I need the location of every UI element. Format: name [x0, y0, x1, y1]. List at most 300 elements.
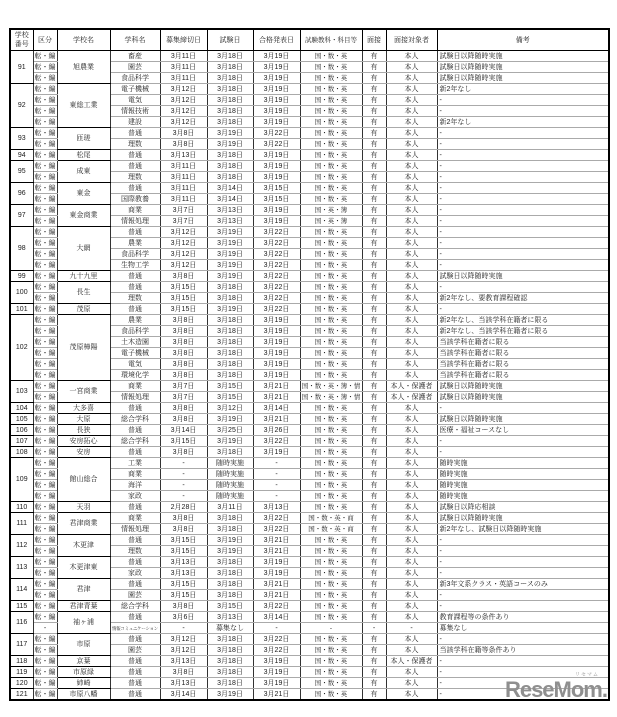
interview-target-cell: 本人 — [386, 271, 437, 282]
department-cell: 普通 — [110, 227, 160, 238]
result-date-cell: 3月22日 — [253, 293, 300, 304]
result-date-cell: 3月22日 — [253, 128, 300, 139]
deadline-cell: 3月8日 — [160, 601, 207, 612]
deadline-cell: 3月13日 — [160, 656, 207, 667]
exam-date-cell: 3月18日 — [207, 326, 253, 337]
deadline-cell: 3月8日 — [160, 359, 207, 370]
department-cell: 情報処理 — [110, 216, 160, 227]
interview-target-cell: 本人 — [386, 491, 437, 502]
interview-target-cell: 本人 — [386, 117, 437, 128]
interview-cell: 有 — [362, 469, 386, 480]
result-date-cell: 3月19日 — [253, 370, 300, 381]
remarks-cell: - — [437, 238, 609, 249]
department-cell: 電子機械 — [110, 348, 160, 359]
school-name-cell: 九十九里 — [57, 271, 110, 282]
category-cell: 転・編 — [34, 613, 56, 621]
exam-date-cell: 3月18日 — [207, 579, 253, 590]
category-cell: 転・編 — [34, 118, 56, 126]
subjects-cell: 国・数・英・商 — [300, 524, 362, 535]
interview-target-cell: 本人 — [386, 216, 437, 227]
interview-cell: - — [362, 623, 386, 634]
interview-target-cell: 本人・保護者 — [386, 392, 437, 403]
category-cell: 転・編 — [34, 470, 56, 478]
result-date-cell: 3月19日 — [253, 678, 300, 689]
transfer-admission-table — [9, 28, 610, 701]
interview-target-cell: 本人 — [386, 414, 437, 425]
subjects-cell: 国・数・英 — [300, 403, 362, 414]
result-date-cell: 3月21日 — [253, 579, 300, 590]
remarks-cell: - — [437, 183, 609, 194]
interview-cell: 有 — [362, 84, 386, 95]
result-date-cell: 3月19日 — [253, 337, 300, 348]
table-row — [10, 458, 609, 469]
result-date-cell: 3月22日 — [253, 227, 300, 238]
result-date-cell: - — [253, 623, 300, 634]
deadline-cell: 3月14日 — [160, 425, 207, 436]
subjects-cell: 国・数・英・簿・情 — [301, 393, 361, 401]
deadline-cell: 3月7日 — [160, 205, 207, 216]
category-cell: 転・編 — [34, 591, 56, 599]
remarks-cell: 新2年なし — [437, 117, 609, 128]
remarks-cell: - — [437, 95, 609, 106]
department-cell: 普通 — [110, 689, 160, 701]
subjects-cell: 国・数・英 — [300, 172, 362, 183]
table-row — [10, 403, 609, 414]
category-cell: 転・編 — [34, 514, 56, 522]
department-cell: 国際教養 — [110, 194, 160, 205]
deadline-cell: 3月13日 — [160, 150, 207, 161]
school-no-cell: 114 — [10, 579, 33, 601]
category-cell: 転・編 — [34, 305, 56, 313]
interview-cell: 有 — [362, 260, 386, 271]
result-date-cell: 3月19日 — [253, 84, 300, 95]
header-interview-target: 面接対象者 — [386, 29, 437, 51]
deadline-cell: 3月8日 — [160, 403, 207, 414]
table-row — [10, 513, 609, 524]
deadline-cell: 3月15日 — [160, 304, 207, 315]
header-result-date: 合格発表日 — [253, 29, 300, 51]
school-no-cell: 92 — [10, 84, 33, 128]
result-date-cell: 3月19日 — [253, 117, 300, 128]
remarks-cell: - — [437, 106, 609, 117]
interview-target-cell: 本人 — [386, 161, 437, 172]
deadline-cell: 3月12日 — [160, 95, 207, 106]
interview-cell: 有 — [362, 458, 386, 469]
school-no-cell: 121 — [10, 689, 33, 701]
category-cell: 転・編 — [34, 239, 56, 247]
school-name-cell: 木更津 — [57, 535, 110, 557]
table-row — [10, 205, 609, 216]
department-cell: 普通 — [110, 634, 160, 645]
subjects-cell: 国・数・英 — [300, 612, 362, 623]
subjects-cell: 国・数・英 — [300, 436, 362, 447]
result-date-cell: 3月22日 — [253, 601, 300, 612]
school-name-cell: 木更津東 — [57, 557, 110, 579]
category-cell: - — [33, 623, 57, 634]
exam-date-cell: 3月11日 — [207, 502, 253, 513]
result-date-cell: 3月21日 — [253, 590, 300, 601]
remarks-cell: 試験日以降随時実施 — [437, 73, 609, 84]
exam-date-cell: 3月19日 — [207, 304, 253, 315]
header-school-no: 学校番号 — [10, 29, 33, 51]
subjects-cell: 国・数・英 — [300, 304, 362, 315]
table-row — [10, 51, 609, 62]
remarks-cell: - — [437, 436, 609, 447]
remarks-cell: - — [437, 689, 609, 701]
interview-cell: 有 — [362, 491, 386, 502]
category-cell: 転・編 — [34, 349, 56, 357]
school-name-cell: 茂原 — [57, 304, 110, 315]
exam-date-cell: 3月19日 — [207, 249, 253, 260]
category-cell: 転・編 — [34, 206, 56, 214]
remarks-cell: - — [437, 216, 609, 227]
category-cell: 転・編 — [34, 195, 56, 203]
deadline-cell: 3月8日 — [160, 414, 207, 425]
interview-target-cell: 本人 — [386, 579, 437, 590]
result-date-cell: 3月21日 — [253, 414, 300, 425]
exam-date-cell: 3月19日 — [207, 546, 253, 557]
resemom-logo-text: ReseMom. — [504, 677, 607, 702]
interview-target-cell: 本人 — [386, 634, 437, 645]
subjects-cell: 国・数・英 — [300, 326, 362, 337]
interview-cell: 有 — [362, 601, 386, 612]
interview-target-cell: 本人 — [386, 513, 437, 524]
interview-target-cell: 本人 — [386, 84, 437, 95]
category-cell: 転・編 — [34, 459, 56, 467]
exam-date-cell: 3月18日 — [207, 172, 253, 183]
result-date-cell: 3月19日 — [253, 106, 300, 117]
subjects-cell: 国・数・英 — [300, 84, 362, 95]
interview-target-cell: 本人 — [386, 502, 437, 513]
deadline-cell: 3月12日 — [160, 645, 207, 656]
interview-cell: 有 — [362, 216, 386, 227]
interview-cell: 有 — [362, 535, 386, 546]
department-cell: 園芸 — [110, 62, 160, 73]
remarks-cell: 試験日以降随時実施 — [437, 271, 609, 282]
department-cell: 普通 — [110, 557, 160, 568]
result-date-cell: 3月14日 — [253, 612, 300, 623]
subjects-cell: 国・英・簿 — [300, 205, 362, 216]
category-cell: 転・編 — [34, 371, 56, 379]
result-date-cell: 3月22日 — [253, 271, 300, 282]
exam-date-cell: 3月19日 — [207, 139, 253, 150]
deadline-cell: 3月12日 — [160, 249, 207, 260]
subjects-cell: 国・数・英 — [300, 678, 362, 689]
category-cell: 転・編 — [34, 283, 56, 291]
category-cell: 転・編 — [34, 63, 56, 71]
remarks-cell: - — [437, 546, 609, 557]
interview-target-cell: 本人 — [386, 293, 437, 304]
remarks-cell: 当該学科在籍等条件あり — [437, 645, 609, 656]
table-row — [10, 271, 609, 282]
category-cell: 転・編 — [34, 162, 56, 170]
category-cell: 転・編 — [34, 327, 56, 335]
subjects-cell: 国・数・英 — [300, 293, 362, 304]
remarks-cell: - — [437, 260, 609, 271]
interview-cell: 有 — [362, 73, 386, 84]
table-row — [10, 304, 609, 315]
subjects-cell: 国・数・英 — [300, 359, 362, 370]
school-name-cell: 匝瑳 — [57, 128, 110, 150]
interview-cell: 有 — [362, 414, 386, 425]
interview-target-cell: 本人 — [386, 436, 437, 447]
result-date-cell: 3月22日 — [253, 513, 300, 524]
remarks-cell: 当該学科在籍者に限る — [437, 359, 609, 370]
deadline-cell: 3月11日 — [160, 161, 207, 172]
deadline-cell: 3月14日 — [160, 689, 207, 701]
department-cell: 普通 — [110, 667, 160, 678]
department-cell: 商業 — [110, 381, 160, 392]
exam-date-cell: 3月18日 — [207, 106, 253, 117]
deadline-cell: 3月8日 — [160, 447, 207, 458]
school-name-cell: 東金 — [57, 183, 110, 205]
remarks-cell: - — [437, 128, 609, 139]
remarks-cell: - — [437, 304, 609, 315]
deadline-cell: 3月7日 — [160, 392, 207, 403]
category-cell: 転・編 — [34, 569, 56, 577]
school-no-cell: 116 — [10, 612, 33, 634]
remarks-cell: - — [437, 557, 609, 568]
deadline-cell: 3月8日 — [160, 271, 207, 282]
exam-date-cell: 3月19日 — [207, 414, 253, 425]
interview-target-cell: 本人 — [386, 667, 437, 678]
exam-date-cell: 3月15日 — [207, 601, 253, 612]
exam-date-cell: 3月18日 — [207, 348, 253, 359]
deadline-cell: 3月13日 — [160, 568, 207, 579]
subjects-cell: 国・数・英 — [300, 51, 362, 62]
department-cell: 理数 — [110, 172, 160, 183]
exam-date-cell: 3月18日 — [207, 62, 253, 73]
school-no-cell: 107 — [10, 436, 33, 447]
deadline-cell: 3月12日 — [160, 238, 207, 249]
exam-date-cell: 3月19日 — [207, 128, 253, 139]
department-cell: 総合学科 — [110, 601, 160, 612]
exam-date-cell: 3月18日 — [207, 524, 253, 535]
department-cell: 普通 — [110, 656, 160, 667]
category-cell: 転・編 — [34, 173, 56, 181]
school-no-cell: 105 — [10, 414, 33, 425]
interview-cell: 有 — [362, 403, 386, 414]
result-date-cell: 3月26日 — [253, 425, 300, 436]
department-cell: 普通 — [110, 183, 160, 194]
school-no-cell: 113 — [10, 557, 33, 579]
department-cell: 普通 — [110, 579, 160, 590]
interview-target-cell: 本人 — [386, 678, 437, 689]
school-no-cell: 106 — [10, 425, 33, 436]
category-cell: 転・編 — [34, 129, 56, 137]
exam-date-cell: 3月18日 — [207, 161, 253, 172]
school-no-cell: 115 — [10, 601, 33, 612]
category-cell: 転・編 — [34, 668, 56, 676]
exam-date-cell: 3月18日 — [207, 447, 253, 458]
deadline-cell: 3月15日 — [160, 293, 207, 304]
interview-cell: 有 — [362, 667, 386, 678]
interview-cell: 有 — [362, 524, 386, 535]
school-no-cell: 118 — [10, 656, 33, 667]
result-date-cell: - — [253, 458, 300, 469]
department-cell: 環境化学 — [110, 370, 160, 381]
subjects-cell: 国・数・英・商 — [300, 513, 362, 524]
deadline-cell: 3月6日 — [160, 612, 207, 623]
interview-cell: 有 — [362, 238, 386, 249]
interview-cell: 有 — [362, 315, 386, 326]
table-header-row — [10, 29, 609, 51]
deadline-cell: 3月12日 — [160, 117, 207, 128]
interview-cell: 有 — [362, 249, 386, 260]
department-cell: 情報技術 — [110, 106, 160, 117]
department-cell: 商業 — [110, 513, 160, 524]
interview-cell: 有 — [362, 392, 386, 403]
school-no-cell: 117 — [10, 634, 33, 656]
result-date-cell: 3月19日 — [253, 568, 300, 579]
subjects-cell: 国・数・英 — [300, 447, 362, 458]
category-cell: 転・編 — [34, 580, 56, 588]
department-cell: 園芸 — [110, 645, 160, 656]
result-date-cell: - — [253, 480, 300, 491]
remarks-cell: 教育課程等の条件あり — [437, 612, 609, 623]
remarks-cell: 随時実施 — [437, 469, 609, 480]
table-row — [10, 150, 609, 161]
exam-date-cell: 3月18日 — [207, 73, 253, 84]
remarks-cell: - — [437, 172, 609, 183]
subjects-cell: 国・数・英 — [300, 590, 362, 601]
department-cell: 普通 — [110, 128, 160, 139]
deadline-cell: 3月7日 — [160, 381, 207, 392]
remarks-cell: 随時実施 — [437, 491, 609, 502]
deadline-cell: 3月11日 — [160, 172, 207, 183]
exam-date-cell: 3月18日 — [207, 370, 253, 381]
category-cell: 転・編 — [34, 536, 56, 544]
school-no-cell: 94 — [10, 150, 33, 161]
category-cell: 転・編 — [34, 525, 56, 533]
interview-cell: 有 — [362, 183, 386, 194]
school-no-cell: 120 — [10, 678, 33, 689]
school-name-cell: 旭農業 — [57, 51, 110, 84]
category-cell: 転・編 — [34, 404, 56, 412]
subjects-cell: 国・数・英 — [300, 62, 362, 73]
table-row — [10, 502, 609, 513]
deadline-cell: - — [160, 623, 207, 634]
subjects-cell: 国・数・英 — [300, 689, 362, 701]
interview-cell: 有 — [362, 689, 386, 701]
remarks-cell: - — [437, 139, 609, 150]
table-row — [10, 84, 609, 95]
exam-date-cell: 3月15日 — [207, 392, 253, 403]
department-cell: 普通 — [110, 612, 160, 623]
result-date-cell: 3月22日 — [253, 304, 300, 315]
exam-date-cell: 随時実施 — [207, 469, 253, 480]
school-name-cell: 姉崎 — [57, 678, 110, 689]
remarks-cell: 試験日以降随時実施 — [437, 62, 609, 73]
department-cell: 建設 — [110, 117, 160, 128]
school-no-cell: 100 — [10, 282, 33, 304]
school-name-cell: 長生 — [57, 282, 110, 304]
department-cell: 園芸 — [110, 590, 160, 601]
interview-target-cell: 本人 — [386, 62, 437, 73]
remarks-cell: 新2年なし、当該学科在籍者に限る — [437, 315, 609, 326]
result-date-cell: 3月15日 — [253, 194, 300, 205]
department-cell: 理数 — [110, 546, 160, 557]
exam-date-cell: 3月15日 — [207, 381, 253, 392]
exam-date-cell: 3月18日 — [207, 315, 253, 326]
exam-date-cell: 3月18日 — [207, 117, 253, 128]
subjects-cell: - — [300, 623, 362, 634]
remarks-cell: - — [437, 656, 609, 667]
department-cell: 情報処理 — [110, 392, 160, 403]
header-school-name: 学校名 — [57, 29, 110, 51]
result-date-cell: 3月22日 — [253, 238, 300, 249]
category-cell: 転・編 — [34, 492, 56, 500]
department-cell: 普通 — [110, 403, 160, 414]
result-date-cell: 3月19日 — [253, 216, 300, 227]
subjects-cell: 国・数・英 — [300, 139, 362, 150]
result-date-cell: 3月19日 — [253, 326, 300, 337]
deadline-cell: - — [160, 480, 207, 491]
subjects-cell: 国・数・英 — [300, 337, 362, 348]
category-cell: 転・編 — [34, 635, 56, 643]
result-date-cell: 3月21日 — [253, 546, 300, 557]
school-no-cell: 104 — [10, 403, 33, 414]
exam-date-cell: 3月19日 — [207, 535, 253, 546]
interview-target-cell: 本人 — [386, 524, 437, 535]
exam-date-cell: 3月25日 — [207, 425, 253, 436]
school-name-cell: 安房 — [57, 447, 110, 458]
exam-date-cell: 3月18日 — [207, 337, 253, 348]
exam-date-cell: 3月14日 — [207, 194, 253, 205]
department-cell: 情報処理 — [110, 524, 160, 535]
category-cell: 転・編 — [33, 689, 57, 701]
interview-target-cell: 本人 — [386, 194, 437, 205]
remarks-cell: 当該学科在籍者に限る — [437, 337, 609, 348]
result-date-cell: 3月22日 — [253, 282, 300, 293]
interview-cell: 有 — [362, 172, 386, 183]
school-name-cell: 市原緑 — [57, 667, 110, 678]
interview-cell: 有 — [362, 139, 386, 150]
subjects-cell: 国・数・英 — [300, 260, 362, 271]
remarks-cell: - — [437, 601, 609, 612]
department-cell: 商業 — [110, 205, 160, 216]
result-date-cell: 3月21日 — [253, 689, 300, 701]
deadline-cell: - — [160, 491, 207, 502]
department-cell: 食品科学 — [110, 326, 160, 337]
category-cell: 転・編 — [34, 426, 56, 434]
interview-cell: 有 — [362, 95, 386, 106]
deadline-cell: 3月12日 — [160, 84, 207, 95]
remarks-cell: - — [437, 535, 609, 546]
table-row — [10, 601, 609, 612]
remarks-cell: 新3年文系クラス・英語コースのみ — [437, 579, 609, 590]
table-row — [10, 414, 609, 425]
department-cell: 理数 — [110, 139, 160, 150]
subjects-cell: 国・数・英 — [300, 95, 362, 106]
school-name-cell: 天羽 — [57, 502, 110, 513]
exam-date-cell: 3月18日 — [207, 150, 253, 161]
table-row — [10, 535, 609, 546]
interview-target-cell: 本人 — [386, 260, 437, 271]
exam-date-cell: 3月19日 — [207, 227, 253, 238]
exam-date-cell: 3月12日 — [207, 403, 253, 414]
exam-date-cell: 3月19日 — [207, 260, 253, 271]
exam-date-cell: 3月13日 — [207, 205, 253, 216]
school-no-cell: 95 — [10, 161, 33, 183]
header-remarks: 備考 — [437, 29, 609, 51]
department-cell: 普通 — [110, 282, 160, 293]
remarks-cell: - — [437, 447, 609, 458]
category-cell: 転・編 — [34, 250, 56, 258]
deadline-cell: 3月11日 — [160, 62, 207, 73]
subjects-cell: 国・数・英 — [300, 458, 362, 469]
interview-target-cell: 本人 — [386, 645, 437, 656]
